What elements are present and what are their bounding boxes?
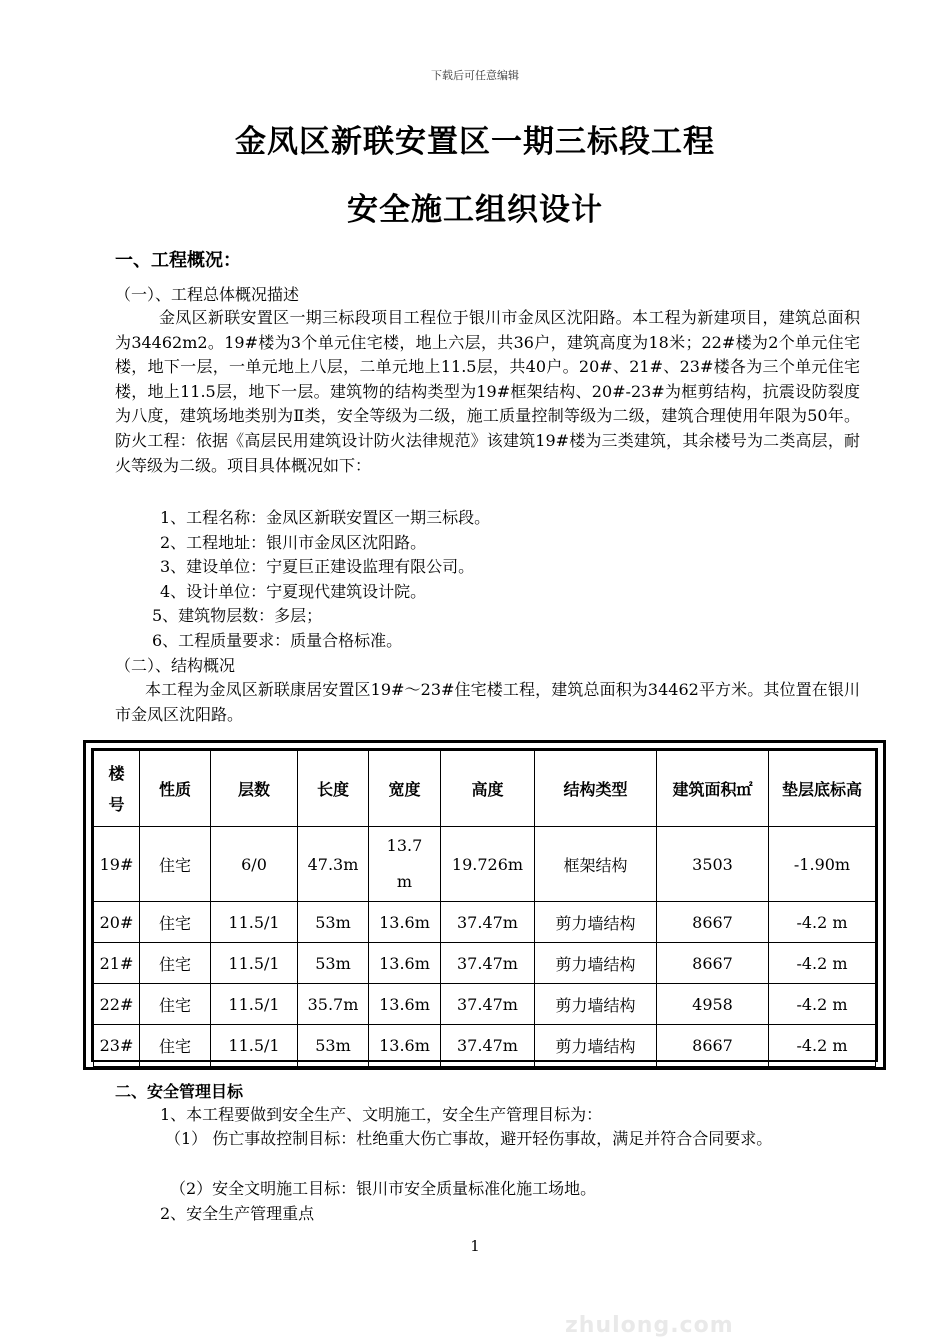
table-cell: 11.5/1 bbox=[211, 943, 298, 984]
table-row bbox=[94, 943, 876, 984]
overview-paragraph: 金凤区新联安置区一期三标段项目工程位于银川市金凤区沈阳路。本工程为新建项目，建筑总面积为34462m2。19#楼为3个单元住宅楼，地上六层，共36户，建筑高度为18米；22#楼为2个单元住宅楼，地下一层，一单元地上八层，二单元地上11.5层，共40户。20#、21#、23#楼各为三个单元住宅楼，地上11.5层，地下一层。建筑物的结构类型为19#框架结构、20#-23#为框剪结构，抗震设防裂度为八度，建筑场地类别为Ⅱ类，安全等级为二级，施工质量控制等级为二级，建筑合理使用年限为50年。防火工程：依据《高层民用建筑设计防火法律规范》该建筑19#楼为三类建筑，其余楼号为二类高层，耐火等级为二级。项目具体概况如下： bbox=[115, 308, 860, 475]
table-cell: 23# bbox=[94, 1025, 140, 1067]
table-cell: -4.2 m bbox=[769, 984, 876, 1025]
building-table-grid bbox=[93, 750, 876, 1067]
table-cell: 4958 bbox=[657, 984, 769, 1025]
subsection2-heading: （二）、结构概况 bbox=[115, 656, 236, 675]
section2-line: （1） 伤亡事故控制目标：杜绝重大伤亡事故，避开轻伤事故，满足并符合合同要求。 bbox=[165, 1129, 773, 1148]
table-cell: -4.2 m bbox=[769, 902, 876, 943]
section2-line: 1、本工程要做到安全生产、文明施工，安全生产管理目标为： bbox=[160, 1105, 603, 1124]
table-cell: 住宅 bbox=[140, 827, 211, 902]
table-cell: 37.47m bbox=[441, 1025, 535, 1067]
header-cell: 建筑面积㎡ bbox=[657, 751, 769, 827]
table-cell: 11.5/1 bbox=[211, 902, 298, 943]
list-item: 6、工程质量要求：质量合格标准。 bbox=[152, 631, 403, 650]
section1-heading: 一、工程概况： bbox=[115, 250, 241, 271]
header-cell: 高度 bbox=[441, 751, 535, 827]
document-title: 金凤区新联安置区一期三标段工程 bbox=[235, 124, 715, 160]
table-cell: 53m bbox=[298, 943, 369, 984]
table-cell: 住宅 bbox=[140, 1025, 211, 1067]
watermark: zhulong.com bbox=[565, 1313, 734, 1338]
header-cell: 宽度 bbox=[369, 751, 441, 827]
table-cell: 35.7m bbox=[298, 984, 369, 1025]
list-item: 3、建设单位：宁夏巨正建设监理有限公司。 bbox=[160, 557, 475, 576]
table-cell: 8667 bbox=[657, 902, 769, 943]
table-cell: 37.47m bbox=[441, 943, 535, 984]
header-cell: 性质 bbox=[140, 751, 211, 827]
list-item: 4、设计单位：宁夏现代建筑设计院。 bbox=[160, 582, 427, 601]
header-cell: 层数 bbox=[211, 751, 298, 827]
table-row bbox=[94, 984, 876, 1025]
building-table bbox=[83, 740, 886, 1070]
table-cell: 剪力墙结构 bbox=[535, 902, 657, 943]
table-cell: 37.47m bbox=[441, 902, 535, 943]
table-cell: 住宅 bbox=[140, 984, 211, 1025]
table-cell: -4.2 m bbox=[769, 1025, 876, 1067]
table-cell: 22# bbox=[94, 984, 140, 1025]
table-cell: -1.90m bbox=[769, 827, 876, 902]
section2-line: （2）安全文明施工目标：银川市安全质量标准化施工场地。 bbox=[170, 1179, 597, 1198]
table-cell: 19.726m bbox=[441, 827, 535, 902]
document-subtitle: 安全施工组织设计 bbox=[347, 192, 603, 228]
header-cell: 楼号 bbox=[94, 751, 140, 827]
table-cell: 6/0 bbox=[211, 827, 298, 902]
table-cell: 20# bbox=[94, 902, 140, 943]
table-cell: 53m bbox=[298, 902, 369, 943]
table-cell: -4.2 m bbox=[769, 943, 876, 984]
table-cell: 13.7m bbox=[369, 827, 441, 902]
table-row bbox=[94, 1025, 876, 1067]
structure-paragraph: 本工程为金凤区新联康居安置区19#～23#住宅楼工程，建筑总面积为34462平方米。其位置在银川市金凤区沈阳路。 bbox=[115, 680, 860, 724]
table-cell: 3503 bbox=[657, 827, 769, 902]
table-cell: 住宅 bbox=[140, 902, 211, 943]
table-header-row bbox=[94, 751, 876, 827]
table-cell: 剪力墙结构 bbox=[535, 984, 657, 1025]
table-row bbox=[94, 902, 876, 943]
header-note: 下载后可任意编辑 bbox=[431, 69, 519, 82]
table-cell: 37.47m bbox=[441, 984, 535, 1025]
page-number: 1 bbox=[470, 1237, 480, 1255]
table-cell: 剪力墙结构 bbox=[535, 1025, 657, 1067]
table-cell: 19# bbox=[94, 827, 140, 902]
table-cell: 21# bbox=[94, 943, 140, 984]
header-cell: 结构类型 bbox=[535, 751, 657, 827]
table-row bbox=[94, 827, 876, 902]
list-item: 1、工程名称：金凤区新联安置区一期三标段。 bbox=[160, 508, 491, 527]
table-cell: 住宅 bbox=[140, 943, 211, 984]
subsection1-heading: （一）、工程总体概况描述 bbox=[115, 285, 300, 304]
table-cell: 剪力墙结构 bbox=[535, 943, 657, 984]
table-cell: 13.6m bbox=[369, 902, 441, 943]
table-cell: 11.5/1 bbox=[211, 1025, 298, 1067]
section2-heading: 二、安全管理目标 bbox=[115, 1082, 244, 1101]
table-cell: 47.3m bbox=[298, 827, 369, 902]
table-cell: 53m bbox=[298, 1025, 369, 1067]
table-cell: 8667 bbox=[657, 1025, 769, 1067]
table-cell: 框架结构 bbox=[535, 827, 657, 902]
list-item: 5、建筑物层数：多层； bbox=[152, 606, 323, 625]
table-cell: 8667 bbox=[657, 943, 769, 984]
header-cell: 长度 bbox=[298, 751, 369, 827]
table-cell: 11.5/1 bbox=[211, 984, 298, 1025]
list-item: 2、工程地址：银川市金凤区沈阳路。 bbox=[160, 533, 427, 552]
section2-line: 2、安全生产管理重点 bbox=[160, 1204, 315, 1223]
table-cell: 13.6m bbox=[369, 1025, 441, 1067]
table-cell: 13.6m bbox=[369, 943, 441, 984]
table-cell: 13.6m bbox=[369, 984, 441, 1025]
header-cell: 垫层底标高 bbox=[769, 751, 876, 827]
